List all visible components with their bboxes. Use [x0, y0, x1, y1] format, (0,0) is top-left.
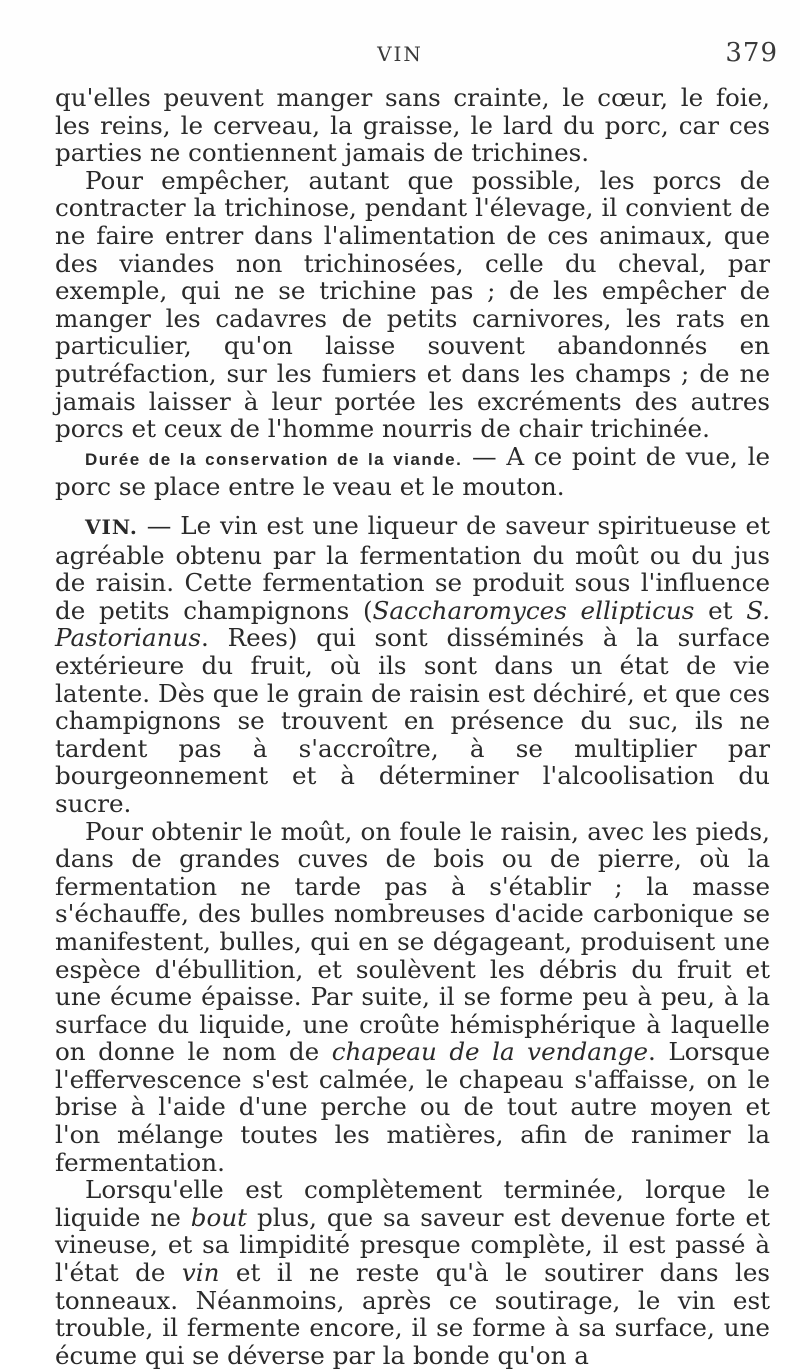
- vin-text-2: et: [694, 595, 747, 625]
- entry-heading-vin: VIN.: [85, 515, 138, 539]
- paragraph-vin-definition: [55, 512, 770, 818]
- term-chapeau: chapeau de la vendange: [331, 1037, 649, 1067]
- paragraph-must: [55, 818, 770, 1177]
- species-name-1: Saccharomyces ellipticus: [372, 595, 695, 625]
- conservation-text: — A ce point de vue, le porc se place entre le veau et le mouton.: [55, 441, 770, 502]
- paragraph-soutirage: [55, 1176, 770, 1369]
- term-vin: vin: [181, 1258, 220, 1288]
- term-bout: bout: [190, 1202, 248, 1232]
- soutirage-text-1: Lorsqu'elle est complètement terminée, lorque le liquide ne: [55, 1175, 770, 1232]
- vin-text-3: . Rees) qui sont disséminés à la surface extérieure du fruit, où ils sont dans un état de vie latente. Dès que le grain de raisin est déchiré, et que ces champignons se trouvent en présence du suc, ils ne tardent pas à s'accroître, à se multiplier par bourgeonnement et à déterminer l'alcoolisation du sucre.: [55, 623, 770, 818]
- soutirage-text-2: plus, que sa saveur est devenue forte et vineuse, et sa limpidité presque complète, il est passé à l'état de: [55, 1202, 770, 1288]
- running-header: [0, 34, 800, 74]
- must-text-1: Pour obtenir le moût, on foule le raisin, avec les pieds, dans de grandes cuves de bois ou de pierre, où la fermentation ne tarde pas à s'établir ; la masse s'échauffe, des bulles nombreuses d'acide carbonique se manifestent, bulles, qui en se dégageant, produisent une espèce d'ébullition, et soulèvent les débris du fruit et une écume épaisse. Par suite, il se forme peu à peu, à la surface du liquide, une croûte hémisphérique à laquelle on donne le nom de: [55, 816, 770, 1067]
- paragraph-safe-organs: qu'elles peuvent manger sans crainte, le cœur, le foie, les reins, le cerveau, la graisse, le lard du porc, car ces parties ne contiennent jamais de trichines.: [55, 83, 770, 168]
- vin-text-1: — Le vin est une liqueur de saveur spiritueuse et agréable obtenu par la fermentation du moût ou du jus de raisin. Cette fermentation se produit sous l'influence de petits champignons (: [55, 511, 770, 625]
- page-number: 379: [725, 38, 778, 68]
- soutirage-text-3: et il ne reste qu'à le soutirer dans les tonneaux. Néanmoins, après ce soutirage, le vin est trouble, il fermente encore, il se forme à sa surface, une écume qui se déverse par la bonde qu'on a: [55, 1258, 770, 1370]
- subheading-conservation: Durée de la conservation de la viande.: [85, 449, 463, 469]
- species-name-2: S. Pastorianus: [55, 595, 771, 653]
- running-title: VIN: [377, 42, 423, 66]
- vin-entry: [55, 512, 770, 1369]
- must-text-2: . Lorsque l'effervescence s'est calmée, le chapeau s'affaisse, on le brise à l'aide d'une perche ou de tout autre moyen et l'on mélange toutes les matières, afin de ranimer la fermentation.: [55, 1037, 771, 1177]
- paragraph-conservation: [55, 443, 770, 501]
- paragraph-prevention: Pour empêcher, autant que possible, les porcs de contracter la trichinose, pendant l'élevage, il convient de ne faire entrer dans l'alimentation de ces animaux, que des viandes non trichinosées, celle du cheval, par exemple, qui ne se trichine pas ; de les empêcher de manger les cadavres de petits carnivores, les rats en particulier, qu'on laisse souvent abandonnés en putréfaction, sur les fumiers et dans les champs ; de ne jamais laisser à leur portée les excréments des autres porcs et ceux de l'homme nourris de chair trichinée.: [55, 165, 770, 444]
- pork-section-continuation: [55, 84, 770, 501]
